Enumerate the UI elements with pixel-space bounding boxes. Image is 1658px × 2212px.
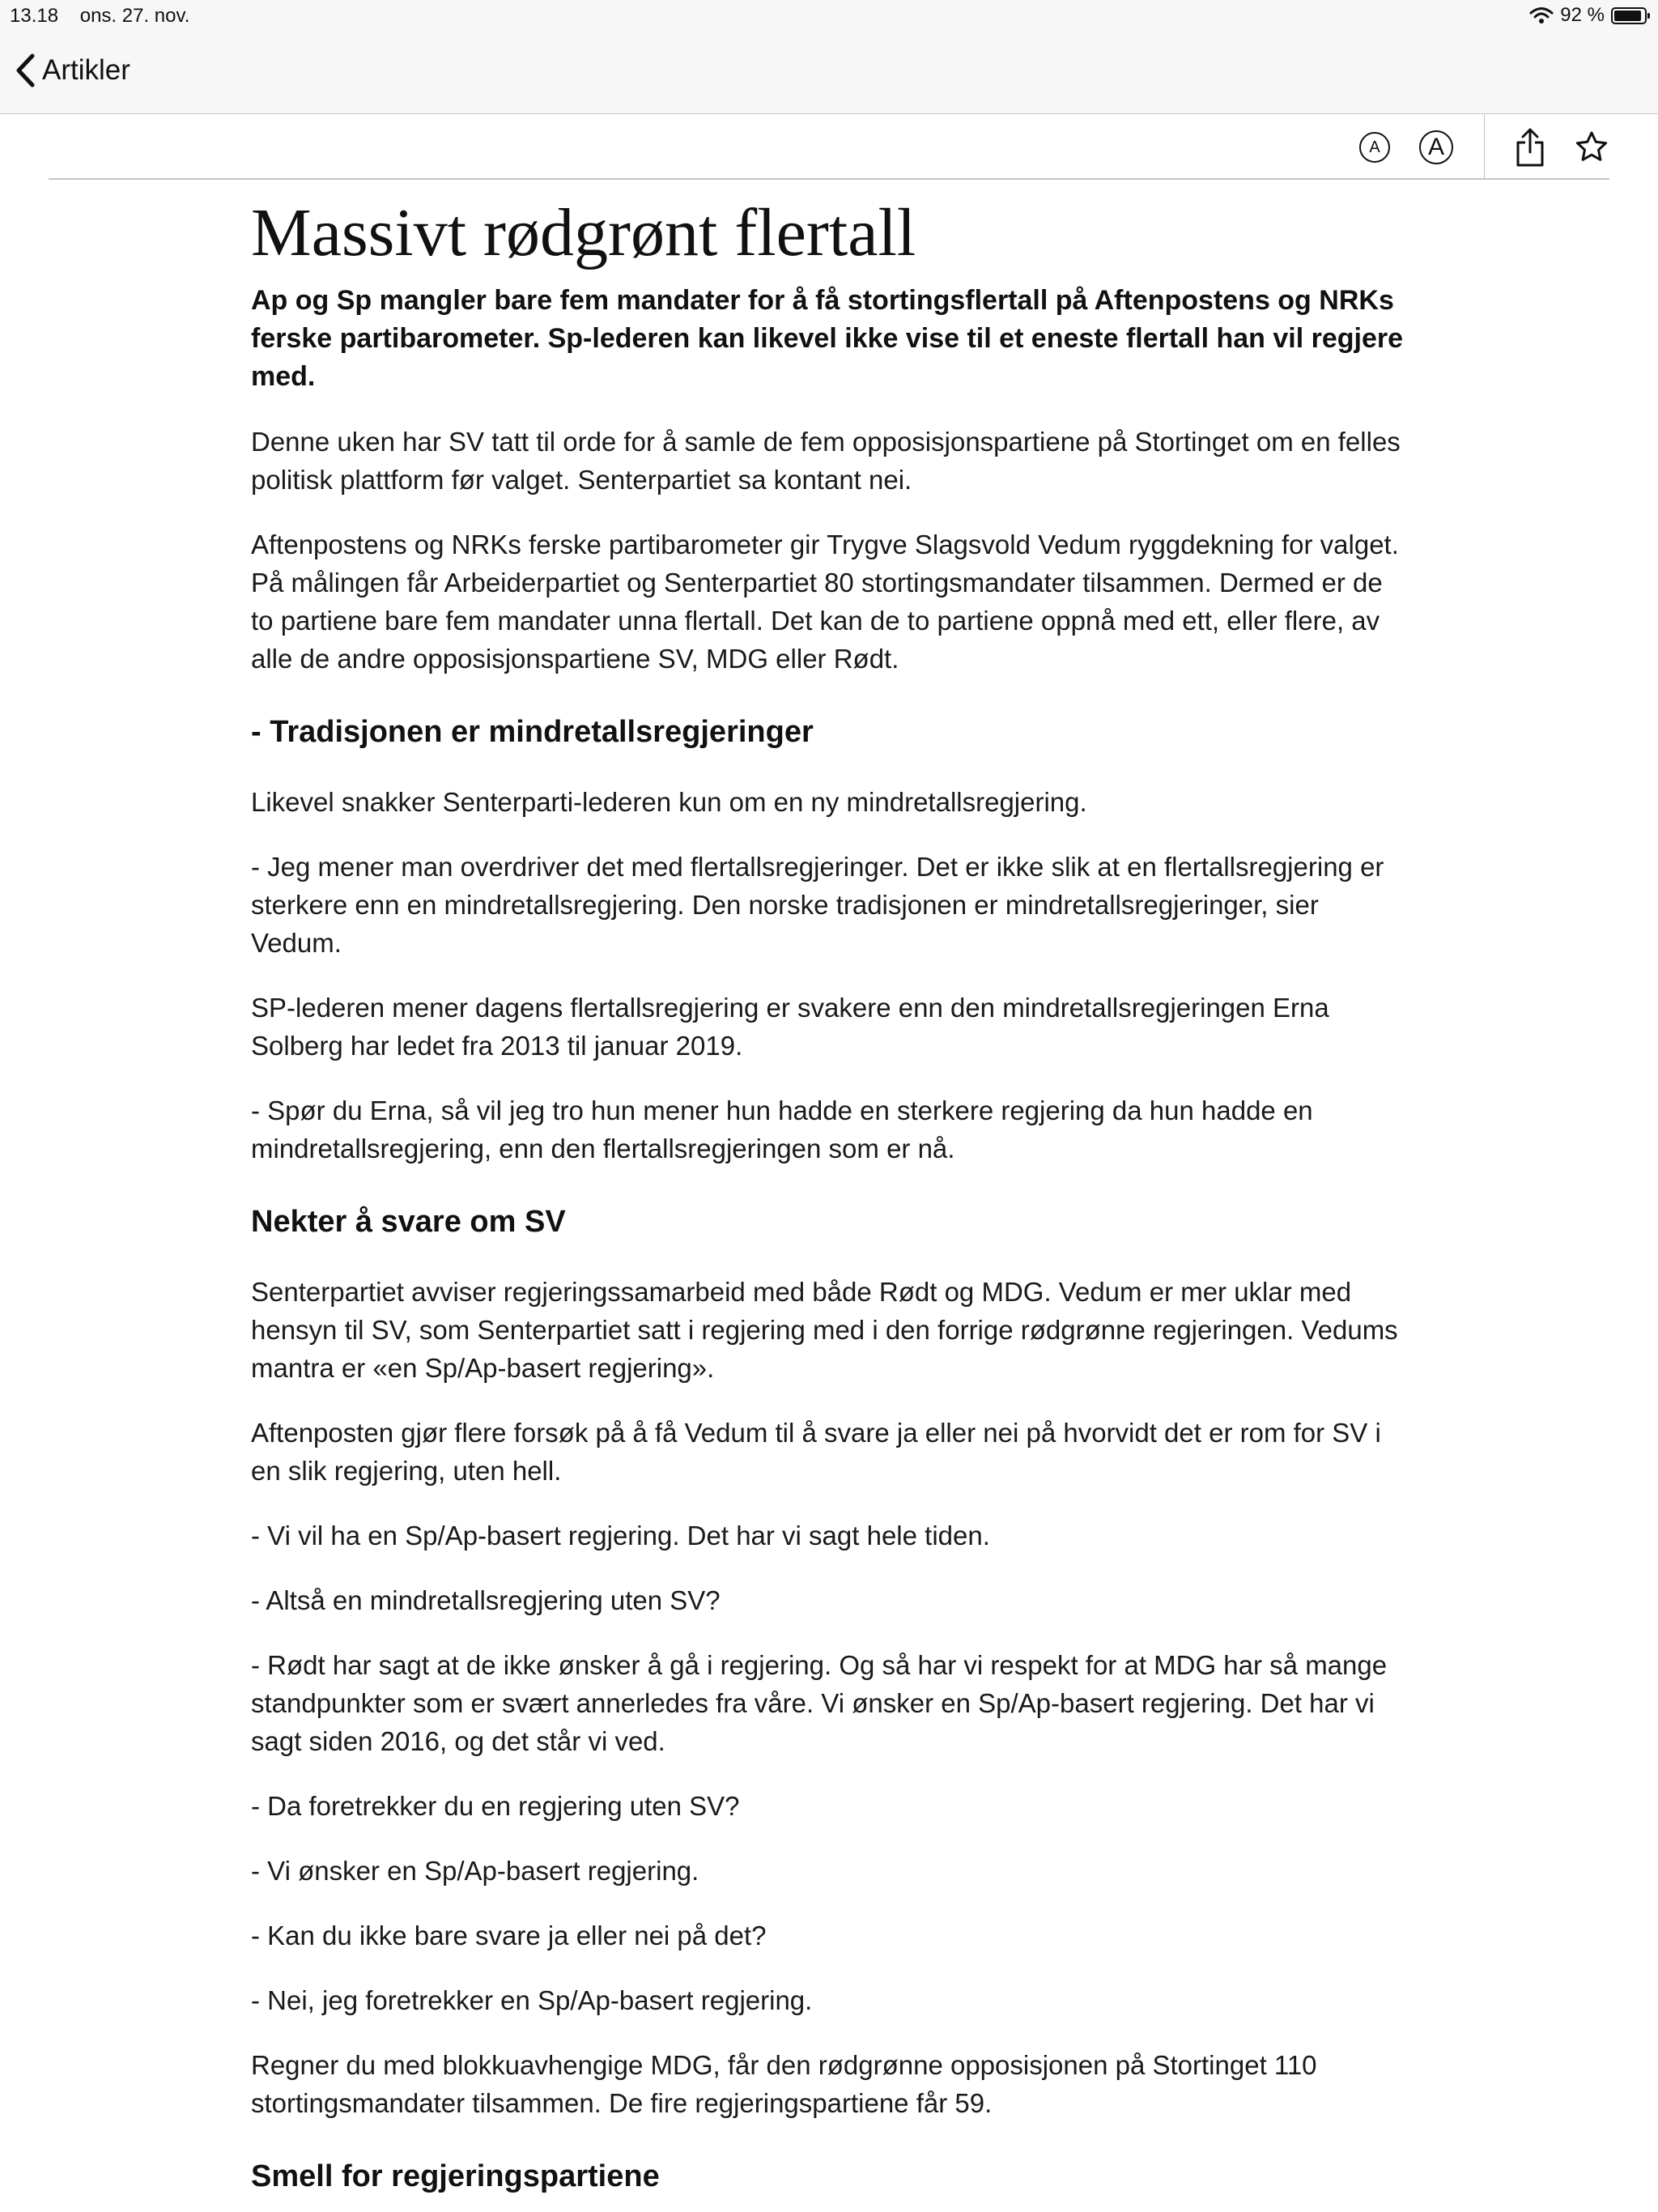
status-time: 13.18 — [10, 5, 59, 27]
font-larger-button[interactable] — [1417, 128, 1456, 167]
battery-percent: 92 % — [1560, 4, 1605, 26]
status-bar — [0, 0, 1658, 34]
toolbar-divider — [1484, 113, 1485, 178]
reader-toolbar — [49, 113, 1609, 180]
article — [251, 193, 1409, 2197]
font-smaller-button[interactable] — [1355, 128, 1394, 167]
article-paragraph: - Jeg mener man overdriver det med flertallsregjeringer. Det er ikke slik at en flertallsregjering er sterkere enn en mindretallsregjering. Den norske tradisjonen er mindretallsregjeringer, sier Vedum. — [251, 852, 1384, 958]
favorite-button[interactable] — [1572, 128, 1611, 167]
article-subheading: - Tradisjonen er mindretallsregjeringer — [251, 715, 814, 749]
article-paragraph: Aftenposten gjør flere forsøk på å få Vedum til å svare ja eller nei på hvorvidt det er rom for SV i en slik regjering, uten hell. — [251, 1418, 1381, 1486]
article-lead: Ap og Sp mangler bare fem mandater for å få stortingsflertall på Aftenpostens og NRKs ferske partibarometer. Sp-lederen kan likevel ikke vise til et eneste flertall han vil regjere med. — [251, 285, 1404, 392]
status-date: ons. 27. nov. — [79, 5, 190, 27]
article-title: Massivt rødgrønt flertall — [251, 195, 916, 270]
battery-fill — [1614, 11, 1641, 21]
share-button[interactable] — [1511, 128, 1550, 167]
article-paragraph: - Kan du ikke bare svare ja eller nei på det? — [251, 1921, 767, 1950]
article-paragraph: - Altså en mindretallsregjering uten SV? — [251, 1585, 721, 1615]
article-paragraph: Regner du med blokkuavhengige MDG, får den rødgrønne opposisjonen på Stortinget 110 stortingsmandater tilsammen. De fire regjeringspartiene får 59. — [251, 2050, 1317, 2118]
battery-icon — [1611, 7, 1647, 24]
article-paragraph: - Nei, jeg foretrekker en Sp/Ap-basert regjering. — [251, 1985, 813, 2015]
article-paragraph: Likevel snakker Senterparti-lederen kun om en ny mindretallsregjering. — [251, 787, 1087, 817]
article-paragraph: - Rødt har sagt at de ikke ønsker å gå i regjering. Og så har vi respekt for at MDG har så mange standpunkter som er svært annerledes fra våre. Vi ønsker en Sp/Ap-basert regjering. Det har vi sagt siden 2016, og det står vi ved. — [251, 1650, 1388, 1756]
chevron-left-icon — [15, 53, 36, 87]
status-left — [10, 5, 206, 28]
battery-nub — [1647, 13, 1650, 19]
article-paragraph: Senterpartiet avviser regjeringssamarbeid med både Rødt og MDG. Vedum er mer uklar med hensyn til SV, som Senterpartiet satt i regjering med i den forrige rødgrønne regjeringen. Vedums mantra er «en Sp/Ap-basert regjering». — [251, 1277, 1398, 1383]
font-large-icon: A — [1419, 130, 1453, 164]
status-right — [1523, 4, 1647, 27]
font-small-icon: A — [1359, 132, 1390, 163]
article-paragraph: Denne uken har SV tatt til orde for å samle de fem opposisjonspartiene på Stortinget om en felles politisk plattform før valget. Senterpartiet sa kontant nei. — [251, 427, 1401, 495]
back-button-label: Artikler — [42, 54, 130, 86]
back-button[interactable] — [15, 53, 130, 87]
share-icon — [1514, 127, 1546, 168]
wifi-icon — [1529, 6, 1554, 24]
article-paragraph: - Vi vil ha en Sp/Ap-basert regjering. Det har vi sagt hele tiden. — [251, 1521, 990, 1551]
article-paragraph: - Vi ønsker en Sp/Ap-basert regjering. — [251, 1856, 699, 1886]
article-paragraph: Aftenpostens og NRKs ferske partibarometer gir Trygve Slagsvold Vedum ryggdekning for valget. På målingen får Arbeiderpartiet og Senterpartiet 80 stortingsmandater tilsammen. Dermed er de to partiene bare fem mandater unna flertall. Det kan de to partiene oppnå med ett, eller flere, av alle de andre opposisjonspartiene SV, MDG eller Rødt. — [251, 530, 1399, 674]
article-subheading: Smell for regjeringspartiene — [251, 2159, 660, 2193]
article-paragraph: - Spør du Erna, så vil jeg tro hun mener hun hadde en sterkere regjering da hun hadde en mindretallsregjering, enn den flertallsregjeringen som er nå. — [251, 1095, 1313, 1163]
article-subheading: Nekter å svare om SV — [251, 1205, 566, 1239]
article-paragraph: SP-lederen mener dagens flertallsregjering er svakere enn den mindretallsregjeringen Erna Solberg har ledet fra 2013 til januar 2019. — [251, 993, 1329, 1061]
article-paragraph: - Da foretrekker du en regjering uten SV? — [251, 1791, 740, 1821]
navigation-bar — [0, 34, 1658, 114]
star-icon — [1575, 130, 1609, 164]
